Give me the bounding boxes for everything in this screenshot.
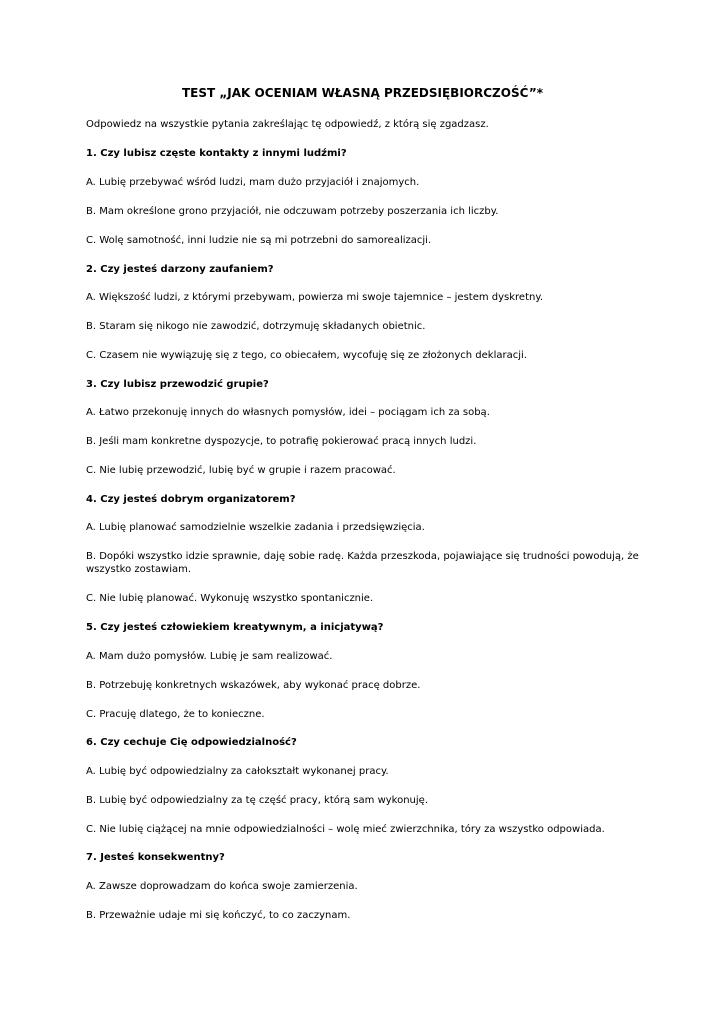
answer-6c: C. Nie lubię ciążącej na mnie odpowiedzialności – wolę mieć zwierzchnika, tóry za wszystko odpowiada. xyxy=(86,824,605,835)
document-title: TEST „JAK OCENIAM WŁASNĄ PRZEDSIĘBIORCZOŚĆ”* xyxy=(181,86,543,100)
answer-2c: C. Czasem nie wywiązuję się z tego, co obiecałem, wycofuję się ze złożonych deklaracji. xyxy=(86,350,527,361)
answer-6b: B. Lubię być odpowiedzialny za tę część pracy, którą sam wykonuję. xyxy=(86,795,429,806)
answer-2b: B. Staram się nikogo nie zawodzić, dotrzymuję składanych obietnic. xyxy=(86,321,426,332)
question-2: 2. Czy jesteś darzony zaufaniem? xyxy=(86,264,274,275)
question-4: 4. Czy jesteś dobrym organizatorem? xyxy=(86,494,296,505)
answer-5a: A. Mam dużo pomysłów. Lubię je sam realizować. xyxy=(86,651,333,662)
answer-5b: B. Potrzebuję konkretnych wskazówek, aby wykonać pracę dobrze. xyxy=(86,680,421,691)
answer-1c: C. Wolę samotność, inni ludzie nie są mi potrzebni do samorealizacji. xyxy=(86,235,432,246)
answer-6a: A. Lubię być odpowiedzialny za całokształt wykonanej pracy. xyxy=(86,766,389,777)
question-6: 6. Czy cechuje Cię odpowiedzialność? xyxy=(86,737,297,748)
answer-1a: A. Lubię przebywać wśród ludzi, mam dużo przyjaciół i znajomych. xyxy=(86,177,420,188)
question-7: 7. Jesteś konsekwentny? xyxy=(86,852,225,863)
question-1: 1. Czy lubisz częste kontakty z innymi ludźmi? xyxy=(86,148,347,159)
answer-3b: B. Jeśli mam konkretne dyspozycje, to potrafię pokierować pracą innych ludzi. xyxy=(86,436,477,447)
answer-4c: C. Nie lubię planować. Wykonuję wszystko spontanicznie. xyxy=(86,593,374,604)
answer-7a: A. Zawsze doprowadzam do końca swoje zamierzenia. xyxy=(86,881,358,892)
answer-7b: B. Przeważnie udaje mi się kończyć, to co zaczynam. xyxy=(86,910,351,921)
answer-5c: C. Pracuję dlatego, że to konieczne. xyxy=(86,709,265,720)
answer-2a: A. Większość ludzi, z którymi przebywam, powierza mi swoje tajemnice – jestem dyskretny. xyxy=(86,292,544,303)
answer-3c: C. Nie lubię przewodzić, lubię być w grupie i razem pracować. xyxy=(86,465,396,476)
answer-1b: B. Mam określone grono przyjaciół, nie odczuwam potrzeby poszerzania ich liczby. xyxy=(86,206,499,217)
answer-3a: A. Łatwo przekonuję innych do własnych pomysłów, idei – pociągam ich za sobą. xyxy=(86,407,490,418)
answer-4b: B. Dopóki wszystko idzie sprawnie, daję sobie radę. Każda przeszkoda, pojawiające się trudności powodują, że wszystko zostawiam. xyxy=(86,551,639,575)
question-5: 5. Czy jesteś człowiekiem kreatywnym, a inicjatywą? xyxy=(86,622,384,633)
answer-4a: A. Lubię planować samodzielnie wszelkie zadania i przedsięwzięcia. xyxy=(86,522,425,533)
intro-instructions: Odpowiedz na wszystkie pytania zakreślając tę odpowiedź, z którą się zgadzasz. xyxy=(86,119,489,130)
question-3: 3. Czy lubisz przewodzić grupie? xyxy=(86,379,269,390)
